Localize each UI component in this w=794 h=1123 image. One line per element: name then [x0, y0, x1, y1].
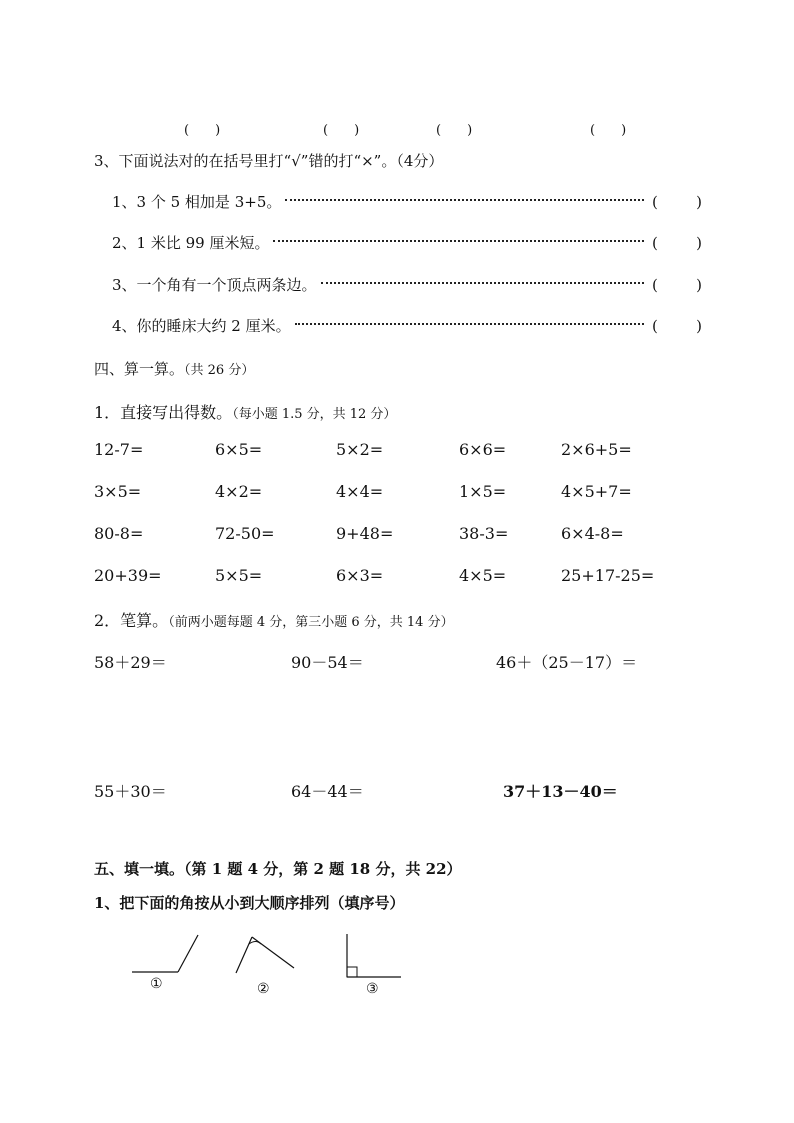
- section4-title: 四、算一算。（共 26 分）: [94, 360, 255, 378]
- oral-cell[interactable]: 38-3=: [459, 524, 509, 543]
- oral-cell[interactable]: 6×4-8=: [561, 524, 624, 543]
- judge-answer-bracket[interactable]: ( ): [652, 192, 702, 211]
- angle-2-figure: [236, 937, 294, 973]
- judge-item-text: 4、你的睡床大约 2 厘米。: [112, 317, 291, 335]
- judge-item-text: 3、一个角有一个顶点两条边。: [112, 276, 317, 294]
- oral-cell[interactable]: 2×6+5=: [561, 440, 632, 459]
- answer-paren-2[interactable]: ( ): [323, 123, 360, 138]
- leader-dots: [273, 240, 644, 242]
- oral-cell[interactable]: 5×2=: [336, 440, 384, 459]
- judge-answer-bracket[interactable]: ( ): [652, 233, 702, 252]
- oral-cell[interactable]: 6×6=: [459, 440, 507, 459]
- oral-cell[interactable]: 72-50=: [215, 524, 275, 543]
- written-problem[interactable]: 46＋（25－17）＝: [496, 653, 638, 672]
- oral-cell[interactable]: 9+48=: [336, 524, 394, 543]
- oral-cell[interactable]: 4×5+7=: [561, 482, 632, 501]
- angle-label-2: ②: [257, 981, 270, 997]
- oral-cell[interactable]: 4×4=: [336, 482, 384, 501]
- judge-item-text: 1、3 个 5 相加是 3+5。: [112, 193, 282, 211]
- section5-q1: 1、把下面的角按从小到大顺序排列（填序号）: [94, 894, 405, 912]
- judge-item-text: 2、1 米比 99 厘米短。: [112, 234, 270, 252]
- judge-item-2: [112, 232, 702, 253]
- oral-cell[interactable]: 4×5=: [459, 566, 507, 585]
- judge-answer-bracket[interactable]: ( ): [652, 316, 702, 335]
- judge-item-3: [112, 274, 702, 295]
- oral-cell[interactable]: 6×5=: [215, 440, 263, 459]
- answer-paren-4[interactable]: ( ): [590, 123, 627, 138]
- written-problem[interactable]: 64－44＝: [291, 782, 364, 801]
- section4-q1-title: 1．直接写出得数。（每小题 1.5 分，共 12 分）: [94, 403, 397, 422]
- oral-cell[interactable]: 4×2=: [215, 482, 263, 501]
- written-problem[interactable]: 90－54＝: [291, 653, 364, 672]
- oral-cell[interactable]: 25+17-25=: [561, 566, 655, 585]
- answer-paren-1[interactable]: ( ): [184, 123, 221, 138]
- written-problem[interactable]: 58＋29＝: [94, 653, 167, 672]
- written-problem[interactable]: 37＋13－40＝: [503, 782, 618, 801]
- oral-cell[interactable]: 12-7=: [94, 440, 144, 459]
- judge-item-1: [112, 191, 702, 212]
- angle-label-3: ③: [366, 981, 379, 997]
- section5-title: 五、填一填。（第 1 题 4 分，第 2 题 18 分，共 22）: [94, 860, 462, 878]
- angle-3-figure: [347, 934, 401, 977]
- leader-dots: [295, 323, 644, 325]
- oral-cell[interactable]: 80-8=: [94, 524, 144, 543]
- judge-item-4: [112, 315, 702, 336]
- angle-label-1: ①: [150, 976, 163, 992]
- section4-q2-title: 2．笔算。（前两小题每题 4 分，第三小题 6 分，共 14 分）: [94, 611, 454, 630]
- section3-title: 3、下面说法对的在括号里打“√”错的打“×”。（4分）: [94, 152, 444, 170]
- oral-cell[interactable]: 5×5=: [215, 566, 263, 585]
- oral-cell[interactable]: 20+39=: [94, 566, 162, 585]
- leader-dots: [321, 282, 644, 284]
- oral-cell[interactable]: 3×5=: [94, 482, 142, 501]
- leader-dots: [285, 199, 644, 201]
- judge-answer-bracket[interactable]: ( ): [652, 275, 702, 294]
- oral-cell[interactable]: 1×5=: [459, 482, 507, 501]
- written-problem[interactable]: 55＋30＝: [94, 782, 167, 801]
- answer-paren-3[interactable]: ( ): [436, 123, 473, 138]
- oral-cell[interactable]: 6×3=: [336, 566, 384, 585]
- angle-1-figure: [132, 935, 198, 972]
